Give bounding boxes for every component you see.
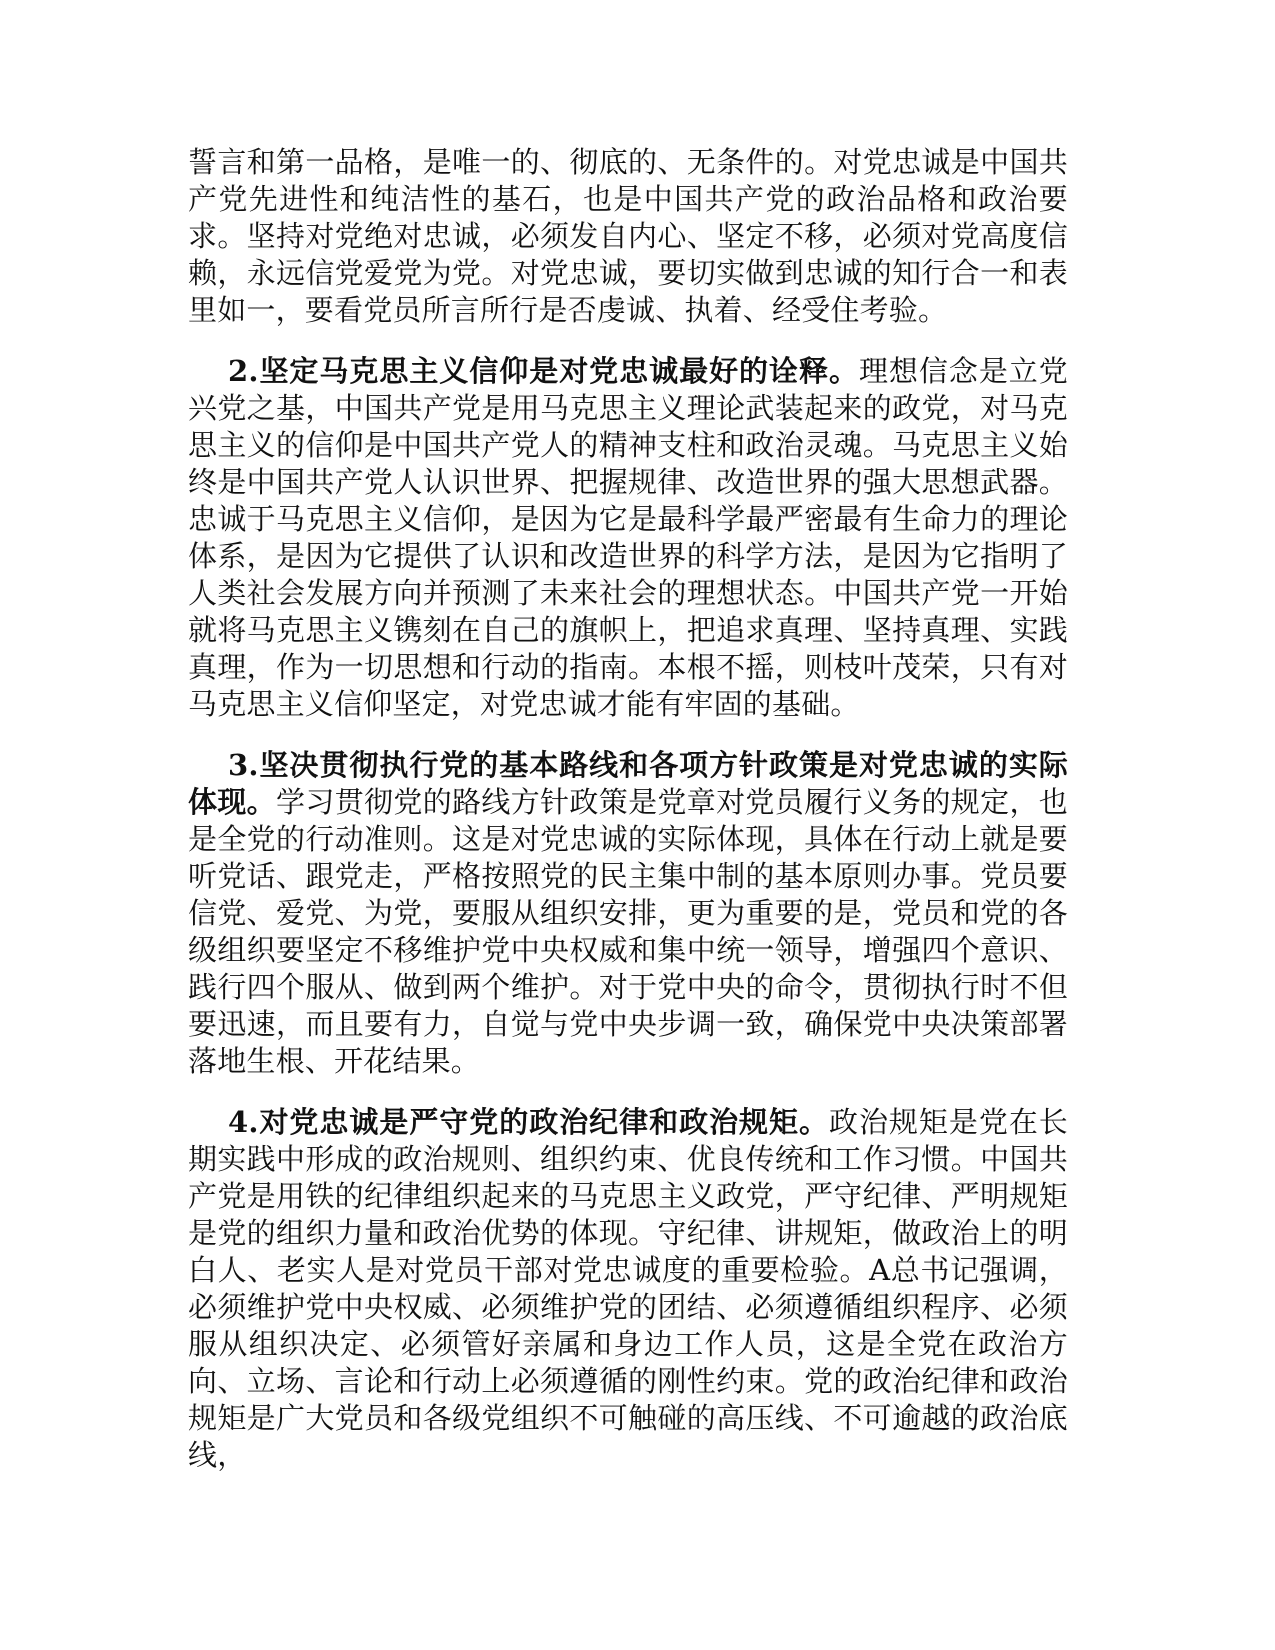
paragraph-3-heading: 3.坚决贯彻执行党的基本路线和各项方针政策是对党忠诚的实际体现。 xyxy=(188,748,1068,819)
paragraph-2 xyxy=(188,353,1068,723)
paragraph-2-body: 理想信念是立党兴党之基，中国共产党是用马克思主义理论武装起来的政党，对马克思主义的信仰是中国共产党人的精神支柱和政治灵魂。马克思主义始终是中国共产党人认识世界、把握规律、改造世界的强大思想武器。忠诚于马克思主义信仰，是因为它是最科学最严密最有生命力的理论体系，是因为它提供了认识和改造世界的科学方法，是因为它指明了人类社会发展方向并预测了未来社会的理想状态。中国共产党一开始就将马克思主义镌刻在自己的旗帜上，把追求真理、坚持真理、实践真理，作为一切思想和行动的指南。本根不摇，则枝叶茂荣，只有对马克思主义信仰坚定，对党忠诚才能有牢固的基础。 xyxy=(188,354,1068,721)
paragraph-3 xyxy=(188,747,1068,1080)
paragraph-3-body: 学习贯彻党的路线方针政策是党章对党员履行义务的规定，也是全党的行动准则。这是对党忠诚的实际体现，具体在行动上就是要听党话、跟党走，严格按照党的民主集中制的基本原则办事。党员要信党、爱党、为党，要服从组织安排，更为重要的是，党员和党的各级组织要坚定不移维护党中央权威和集中统一领导，增强四个意识、践行四个服从、做到两个维护。对于党中央的命令，贯彻执行时不但要迅速，而且要有力，自觉与党中央步调一致，确保党中央决策部署落地生根、开花结果。 xyxy=(188,785,1068,1078)
paragraph-2-heading: 2.坚定马克思主义信仰是对党忠诚最好的诠释。 xyxy=(228,354,859,388)
paragraph-4 xyxy=(188,1104,1068,1474)
paragraph-4-body: 政治规矩是党在长期实践中形成的政治规则、组织约束、优良传统和工作习惯。中国共产党是用铁的纪律组织起来的马克思主义政党，严守纪律、严明规矩是党的组织力量和政治优势的体现。守纪律、讲规矩，做政治上的明白人、老实人是对党员干部对党忠诚度的重要检验。A总书记强调，必须维护党中央权威、必须维护党的团结、必须遵循组织程序、必须服从组织决定、必须管好亲属和身边工作人员，这是全党在政治方向、立场、言论和行动上必须遵循的刚性约束。党的政治纪律和政治规矩是广大党员和各级党组织不可触碰的高压线、不可逾越的政治底线， xyxy=(188,1105,1068,1472)
paragraph-4-heading: 4.对党忠诚是严守党的政治纪律和政治规矩。 xyxy=(228,1105,829,1139)
paragraph-1-body: 誓言和第一品格，是唯一的、彻底的、无条件的。对党忠诚是中国共产党先进性和纯洁性的基石，也是中国共产党的政治品格和政治要求。坚持对党绝对忠诚，必须发自内心、坚定不移，必须对党高度信赖，永远信党爱党为党。对党忠诚，要切实做到忠诚的知行合一和表里如一，要看党员所言所行是否虔诚、执着、经受住考验。 xyxy=(188,145,1068,327)
document-page xyxy=(188,144,1068,1498)
paragraph-1 xyxy=(188,144,1068,329)
